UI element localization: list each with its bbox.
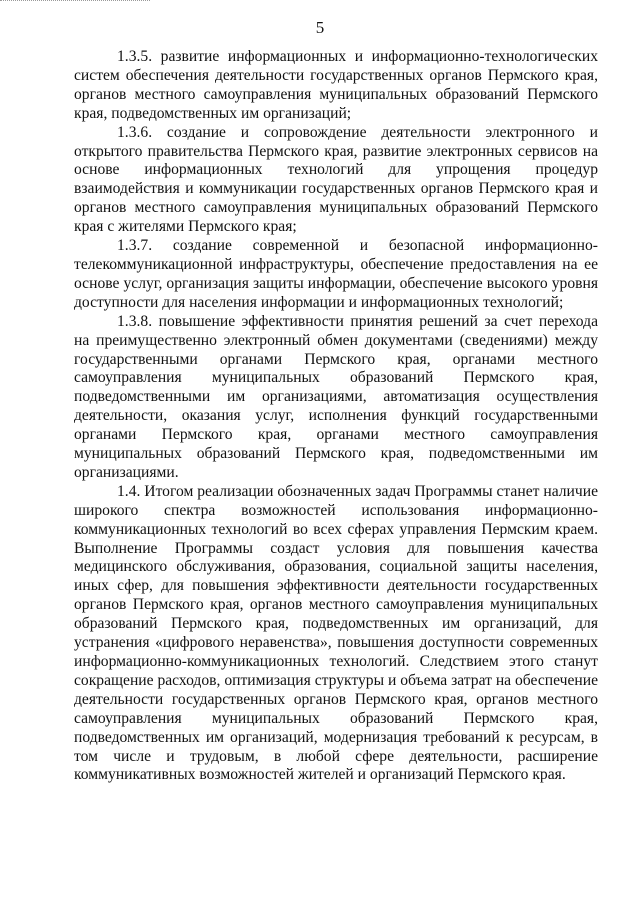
paragraph-1-3-6: 1.3.6. создание и сопровождение деятельности электронного и открытого правительства Пермского края, развитие электронных сервисов на основе информационных технологий для упрощения процедур взаимодействия и коммуникации государственных органов Пермского края и органов местного самоуправления муниципальных образований Пермского края с жителями Пермского края; xyxy=(74,123,598,236)
paragraph-1-3-7: 1.3.7. создание современной и безопасной информационно-телекоммуникационной инфраструктуры, обеспечение предоставления на ее основе услуг, организация защиты информации, обеспечение высокого уровня доступности для населения информации и информационных технологий; xyxy=(74,237,598,311)
scan-edge-mark xyxy=(0,0,150,3)
paragraph-1-3-5: 1.3.5. развитие информационных и информационно-технологических систем обеспечения деятельности государственных органов Пермского края, органов местного самоуправления муниципальных образований Пермского края, подведомственных им организаций; xyxy=(74,48,598,122)
paragraph-1-4: 1.4. Итогом реализации обозначенных задач Программы станет наличие широкого спектра возможностей использования информационно-коммуникационных технологий во всех сферах управления Пермским краем. Выполнение Программы создаст условия для повышения качества медицинского обслуживания, образования, социальной защиты населения, иных сфер, для повышения эффективности деятельности государственных органов Пермского края, органов местного самоуправления муниципальных образований Пермского края, подведомственных им организаций, для устранения «цифрового неравенства», повышения доступности современных информационно-коммуникационных технологий. Следствием этого станут сокращение расходов, оптимизация структуры и объема затрат на обеспечение деятельности государственных органов Пермского края, органов местного самоуправления муниципальных образований Пермского края, подведомственных им организаций, модернизация требований к ресурсам, в том числе и трудовым, в любой сфере деятельности, расширение коммуникативных возможностей жителей и организаций Пермского края. xyxy=(74,482,598,784)
paragraph-1-3-8: 1.3.8. повышение эффективности принятия решений за счет перехода на преимущественно электронный обмен документами (сведениями) между государственными органами Пермского края, органами местного самоуправления муниципальных образований Пермского края, подведомственными им организациями, автоматизация осуществления деятельности, оказания услуг, исполнения функций государственными органами Пермского края, органами местного самоуправления муниципальных образований Пермского края, подведомственными им организациями. xyxy=(74,312,598,481)
document-body xyxy=(74,48,598,785)
page-number: 5 xyxy=(315,18,325,37)
